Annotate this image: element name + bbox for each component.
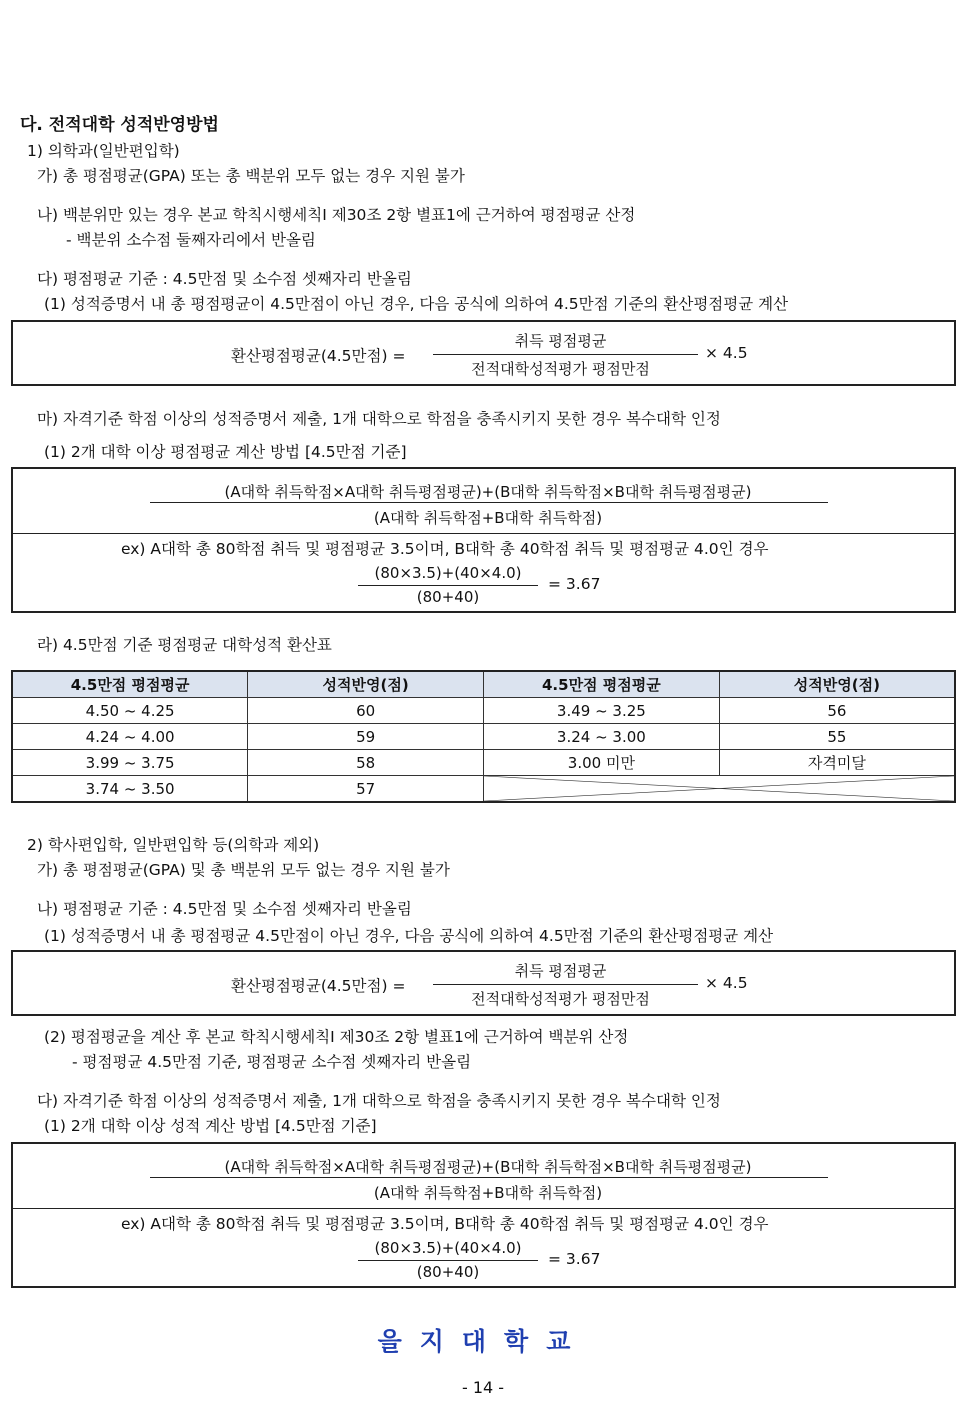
s1-item-a: 가) 총 평점평균(GPA) 또는 총 백분위 모두 없는 경우 지원 불가 <box>37 167 465 185</box>
formula-lhs: 환산평점평균(4.5만점) = <box>231 347 406 365</box>
table-cell: 자격미달 <box>719 750 955 776</box>
formula-multiplier: × 4.5 <box>705 974 748 992</box>
conversion-table <box>11 670 956 803</box>
formula-box-conversion-2 <box>11 950 956 1016</box>
divider <box>13 533 954 534</box>
page-number: - 14 - <box>461 1378 505 1397</box>
formula-lhs: 환산평점평균(4.5만점) = <box>231 977 406 995</box>
s1-item-e: 라) 4.5만점 기준 평점평균 대학성적 환산표 <box>37 636 332 654</box>
s2-item-c: 다) 자격기준 학점 이상의 성적증명서 제출, 1개 대학으로 학점을 충족시키지 못한 경우 복수대학 인정 <box>37 1092 721 1110</box>
example-text: ex) A대학 총 80학점 취득 및 평점평균 3.5이며, B대학 총 40학점 취득 및 평점평균 4.0인 경우 <box>121 540 769 558</box>
table-cell: 58 <box>248 750 484 776</box>
table-header: 4.5만점 평점평균 <box>12 671 248 698</box>
fraction-line <box>433 984 698 985</box>
example-result: = 3.67 <box>548 575 601 593</box>
formula-denominator: 전적대학성적평가 평점만점 <box>471 360 650 378</box>
multi-formula-denominator: (A대학 취득학점+B대학 취득학점) <box>373 1184 603 1202</box>
s2-item-b2: (2) 평점평균을 계산 후 본교 학칙시행세칙Ⅰ 제30조 2항 별표1에 근거하여 백분위 산정 <box>44 1028 629 1046</box>
s2-item-b1: (1) 성적증명서 내 총 평점평균 4.5만점이 아닌 경우, 다음 공식에 의하여 4.5만점 기준의 환산평점평균 계산 <box>44 927 774 945</box>
s1-title: 1) 의학과(일반편입학) <box>27 142 180 160</box>
table-cell: 3.24 ~ 3.00 <box>484 724 720 750</box>
table-cell: 60 <box>248 698 484 724</box>
formula-box-multi-university <box>11 467 956 613</box>
s1-item-c1: (1) 성적증명서 내 총 평점평균이 4.5만점이 아닌 경우, 다음 공식에 의하여 4.5만점 기준의 환산평점평균 계산 <box>44 295 789 313</box>
s2-item-b2-sub: - 평점평균 4.5만점 기준, 평점평균 소수점 셋째자리 반올림 <box>72 1053 472 1071</box>
formula-numerator: 취득 평점평균 <box>514 962 607 980</box>
table-header-row <box>12 671 955 698</box>
example-numerator: (80×3.5)+(40×4.0) <box>374 1239 522 1257</box>
table-header: 4.5만점 평점평균 <box>484 671 720 698</box>
example-result: = 3.67 <box>548 1250 601 1268</box>
fraction-line <box>433 354 698 355</box>
table-row <box>12 750 955 776</box>
table-row <box>12 724 955 750</box>
diagonal-cross <box>484 776 954 801</box>
fraction-line <box>358 585 538 586</box>
s2-title: 2) 학사편입학, 일반편입학 등(의학과 제외) <box>27 836 320 854</box>
table-cell: 3.99 ~ 3.75 <box>12 750 248 776</box>
formula-box-multi-university-2 <box>11 1142 956 1288</box>
s1-item-b-sub: - 백분위 소수점 둘째자리에서 반올림 <box>66 231 316 249</box>
divider <box>13 1208 954 1209</box>
fraction-line <box>150 1177 828 1178</box>
s2-item-a: 가) 총 평점평균(GPA) 및 총 백분위 모두 없는 경우 지원 불가 <box>37 861 450 879</box>
table-header: 성적반영(점) <box>719 671 955 698</box>
fraction-line <box>150 502 828 503</box>
formula-box-conversion <box>11 320 956 386</box>
formula-numerator: 취득 평점평균 <box>514 332 607 350</box>
table-cell: 57 <box>248 776 484 803</box>
table-cell: 56 <box>719 698 955 724</box>
multi-formula-numerator: (A대학 취득학점×A대학 취득평점평균)+(B대학 취득학점×B대학 취득평점평균) <box>224 1158 752 1176</box>
table-cell: 59 <box>248 724 484 750</box>
section-heading: 다. 전적대학 성적반영방법 <box>20 115 219 135</box>
university-name: 을지대학교 <box>377 1327 589 1356</box>
table-header: 성적반영(점) <box>248 671 484 698</box>
s1-item-c: 다) 평점평균 기준 : 4.5만점 및 소수점 셋째자리 반올림 <box>37 270 412 288</box>
example-denominator: (80+40) <box>416 588 480 606</box>
formula-denominator: 전적대학성적평가 평점만점 <box>471 990 650 1008</box>
multi-formula-denominator: (A대학 취득학점+B대학 취득학점) <box>373 509 603 527</box>
table-cell: 4.24 ~ 4.00 <box>12 724 248 750</box>
multi-formula-numerator: (A대학 취득학점×A대학 취득평점평균)+(B대학 취득학점×B대학 취득평점평균) <box>224 483 752 501</box>
example-denominator: (80+40) <box>416 1263 480 1281</box>
s1-item-d: 마) 자격기준 학점 이상의 성적증명서 제출, 1개 대학으로 학점을 충족시키지 못한 경우 복수대학 인정 <box>37 410 721 428</box>
s2-item-b: 나) 평점평균 기준 : 4.5만점 및 소수점 셋째자리 반올림 <box>37 900 412 918</box>
example-text: ex) A대학 총 80학점 취득 및 평점평균 3.5이며, B대학 총 40학점 취득 및 평점평균 4.0인 경우 <box>121 1215 769 1233</box>
s2-item-c1: (1) 2개 대학 이상 성적 계산 방법 [4.5만점 기준] <box>44 1117 377 1135</box>
fraction-line <box>358 1260 538 1261</box>
formula-multiplier: × 4.5 <box>705 344 748 362</box>
example-numerator: (80×3.5)+(40×4.0) <box>374 564 522 582</box>
table-row <box>12 776 955 803</box>
empty-crossed-cell <box>484 776 956 803</box>
table-cell: 3.00 미만 <box>484 750 720 776</box>
table-cell: 3.49 ~ 3.25 <box>484 698 720 724</box>
table-row <box>12 698 955 724</box>
table-cell: 4.50 ~ 4.25 <box>12 698 248 724</box>
table-cell: 55 <box>719 724 955 750</box>
table-cell: 3.74 ~ 3.50 <box>12 776 248 803</box>
s1-item-d1: (1) 2개 대학 이상 평점평균 계산 방법 [4.5만점 기준] <box>44 443 407 461</box>
s1-item-b: 나) 백분위만 있는 경우 본교 학칙시행세칙Ⅰ 제30조 2항 별표1에 근거하여 평점평균 산정 <box>37 206 636 224</box>
